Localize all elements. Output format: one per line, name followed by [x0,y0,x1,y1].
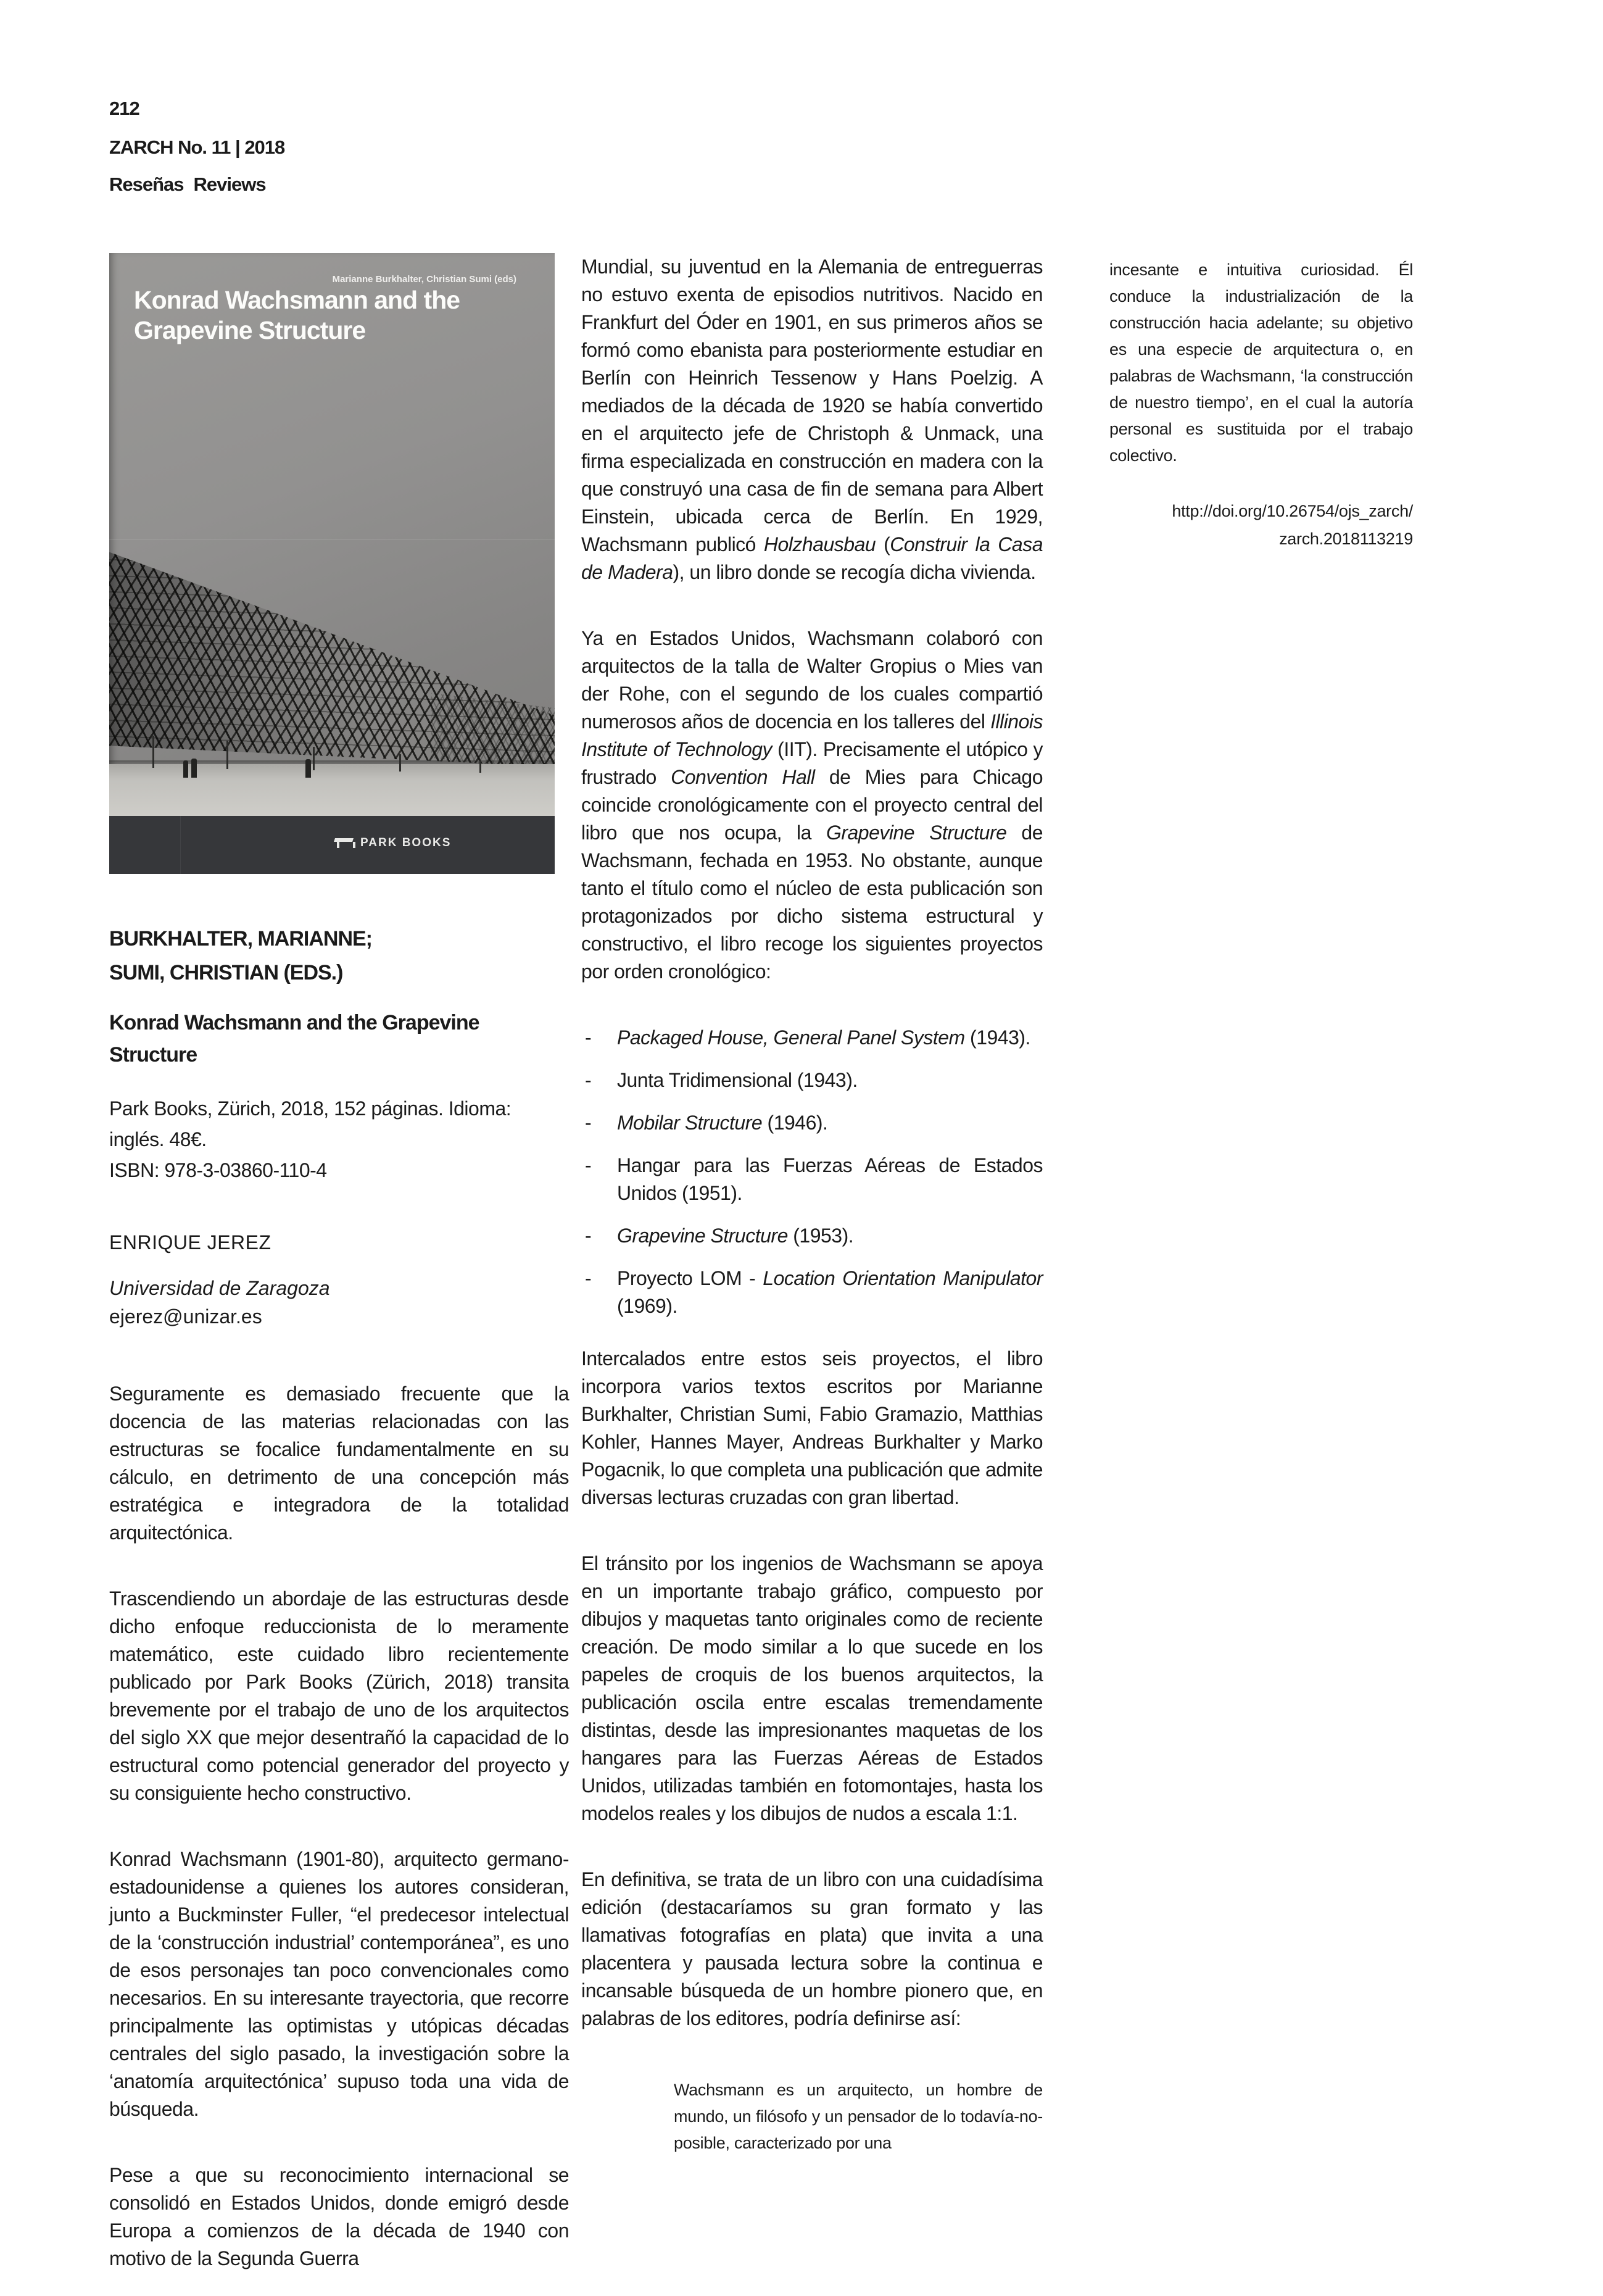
truss-leg [399,754,401,772]
citation-authors [109,922,569,990]
right-column [1109,257,1413,553]
citation-isbn: ISBN: 978-3-03860-110-4 [109,1159,327,1181]
review-paragraph: El tránsito por los ingenios de Wachsmann se apoya en un importante trabajo gráfico, compuesto por dibujos y maquetas tanto originales como de reciente creación. De modo similar a lo que sucede en los papeles de croquis de los buenos arquitectos, la publicación oscila entre escalas tremendamente distintas, desde las impresionantes maquetas de los hangares para las Fuerzas Aéreas de Estados Unidos, utilizadas también en fotomontajes, hasta los modelos reales y los dibujos de nudos a escala 1:1. [581,1552,1043,1824]
project-list-item [581,1024,1043,1052]
book-cover [109,253,555,874]
project-list-item-text: Junta Tridimensional (1943). [617,1069,858,1091]
project-list-item-text: Mobilar Structure (1946). [617,1112,828,1134]
project-list-item [581,1067,1043,1094]
review-paragraph: Seguramente es demasiado frecuente que la docencia de las materias relacionadas con las estructuras se focalice fundamentalmente en su cálculo, en detrimento de una concepción más estratégica e integradora de la totalidad arquitectónica. [109,1383,569,1544]
doi-link[interactable] [1109,497,1413,553]
citation-authors-line1: BURKHALTER, MARIANNE; [109,927,372,950]
photo-floor [109,764,555,818]
list-dash: - [585,1112,592,1134]
person-silhouette [183,760,188,778]
citation-publication-details: Park Books, Zürich, 2018, 152 páginas. Idioma: inglés. 48€. [109,1097,512,1150]
header-section-label-en: Reviews [193,173,266,195]
review-paragraph: Ya en Estados Unidos, Wachsmann colaboró con arquitectos de la talla de Walter Gropius o Mies van der Rohe, con el segundo de los cuales compartió numerosos años de docencia en los talleres del Illinois Institute of Technology (IIT). Precisamente el utópico y frustrado Convention Hall de Mies para Chicago coincide cronológicamente con el proyecto central del libro que nos ocupa, la Grapevine Structure de Wachsmann, fechada en 1953. No obstante, aunque tanto el título como el núcleo de esta publicación son protagonizados por dicho sistema estructural y constructivo, el libro recoge los siguientes proyectos por orden cronológico: [581,627,1043,983]
project-list-item-text: Hangar para las Fuerzas Aéreas de Estados Unidos (1951). [617,1154,1043,1204]
person-silhouette [191,759,197,778]
reviewer-email[interactable]: ejerez@unizar.es [109,1305,262,1328]
list-dash: - [585,1069,592,1091]
editors-quote-part2: incesante e intuitiva curiosidad. Él conduce la industrialización de la construcción hacia adelante; su objetivo es una especie de arquitectura o, en palabras de Wachsmann, ‘la construcción de nuestro tiempo’, en el cual la autoría personal es sustituida por el trabajo colectivo. [1109,260,1413,465]
project-list [581,1024,1043,1320]
project-list-item [581,1109,1043,1137]
doi-line2[interactable]: zarch.2018113219 [1279,530,1413,548]
list-dash: - [585,1225,592,1247]
header-section-label-es: Reseñas [109,173,184,195]
project-list-item-text: Grapevine Structure (1953). [617,1225,854,1247]
park-books-logo-text: PARK BOOKS [360,836,452,849]
project-list-item [581,1152,1043,1207]
project-list-item [581,1265,1043,1320]
review-paragraph: Pese a que su reconocimiento internacional se consolidó en Estados Unidos, donde emigró desde Europa a comienzos de la década de 1940 con motivo de la Segunda Guerra [109,2164,569,2269]
truss-leg [313,747,315,770]
header-journal-title: ZARCH No. 11 | 2018 [109,136,285,158]
person-silhouette [305,759,311,778]
project-list-item [581,1222,1043,1250]
citation-book-title: Konrad Wachsmann and the Grapevine Structure [109,1011,479,1067]
review-paragraph: Trascendiendo un abordaje de las estructuras desde dicho enfoque reduccionista de lo meramente matemático, este cuidado libro recientemente publicado por Park Books (Zürich, 2018) transita brevemente por el trabajo de uno de los arquitectos del siglo XX que mejor desentrañó la capacidad de lo estructural como potencial generador del proyecto y su consiguiente hecho constructivo. [109,1587,569,1804]
header-section [109,173,266,196]
middle-column [581,253,1043,2157]
review-paragraph: Mundial, su juventud en la Alemania de entreguerras no estuvo exenta de episodios nutritivos. Nacido en Frankfurt del Óder en 1901, en sus primeros años se formó como ebanista para posteriormente estudiar en Berlín con Heinrich Tessenow y Hans Poelzig. A mediados de la década de 1920 se había convertido en el arquitecto jefe de Christoph & Unmack, una firma especializada en construcción en madera con la que construyó una casa de fin de semana para Albert Einstein, ubicada cerca de Berlín. En 1929, Wachsmann publicó Holzhausbau (Construir la Casa de Madera), un libro donde se recogía dicha vivienda. [581,256,1043,583]
reviewer-affiliation: Universidad de Zaragoza [109,1277,330,1299]
review-paragraph: En definitiva, se trata de un libro con una cuidadísima edición (destacaríamos su gran formato y las llamativas fotografías en plata) que invita a una placentera y pausada lectura sobre la continua e incansable búsqueda de un hombre pionero que, en palabras de los editores, podría definirse así: [581,1868,1043,2029]
park-books-logo [334,836,451,850]
cover-title-line1: Konrad Wachsmann and the [134,286,460,314]
cover-title-line2: Grapevine Structure [134,316,366,344]
cover-editors-line: Marianne Burkhalter, Christian Sumi (eds) [332,274,516,285]
project-list-item-text: Packaged House, General Panel System (1943). [617,1026,1030,1049]
reviewer-name: ENRIQUE JEREZ [109,1231,271,1254]
list-dash: - [585,1026,592,1049]
cover-photo [109,518,555,818]
project-list-item-text: Proyecto LOM - Location Orientation Manipulator (1969). [617,1267,1043,1317]
editors-quote-part1: Wachsmann es un arquitecto, un hombre de mundo, un filósofo y un pensador de lo todavía-no-posible, caracterizado por una [674,2081,1043,2152]
truss-leg [479,760,481,773]
truss-leg [152,736,154,768]
review-paragraph: Konrad Wachsmann (1901-80), arquitecto germano-estadounidense a quienes los autores consideran, junto a Buckminster Fuller, “el predecesor intelectual de la ‘construcción industrial’ contemporánea”, es uno de esos personajes tan poco convencionales como necesarios. En su interesante trayectoria, que recorre principalmente las optimistas y utópicas décadas centrales del siglo pasado, la investigación sobre la ‘anatomía arquitectónica’ supuso toda una vida de búsqueda. [109,1848,569,2120]
citation-authors-line2: SUMI, CHRISTIAN (EDS.) [109,961,343,984]
header-page-number: 212 [109,98,139,119]
cover-publisher-band [109,816,555,874]
cover-title [134,285,460,346]
truss-leg [226,741,228,769]
doi-line1[interactable]: http://doi.org/10.26754/ojs_zarch/ [1172,502,1413,520]
park-books-logo-icon [334,837,353,849]
list-dash: - [585,1154,592,1176]
review-text-left [109,1380,569,2273]
list-dash: - [585,1267,592,1289]
left-column [109,922,569,2296]
truss-shadow-overlay [109,536,555,769]
cover-grid-seam [180,816,181,874]
review-paragraph: Intercalados entre estos seis proyectos, el libro incorpora varios textos escritos por Marianne Burkhalter, Christian Sumi, Fabio Gramazio, Matthias Kohler, Hannes Mayer, Andreas Burkhalter y Marko Pogacnik, lo que completa una publicación que admite diversas lecturas cruzadas con gran libertad. [581,1347,1043,1508]
